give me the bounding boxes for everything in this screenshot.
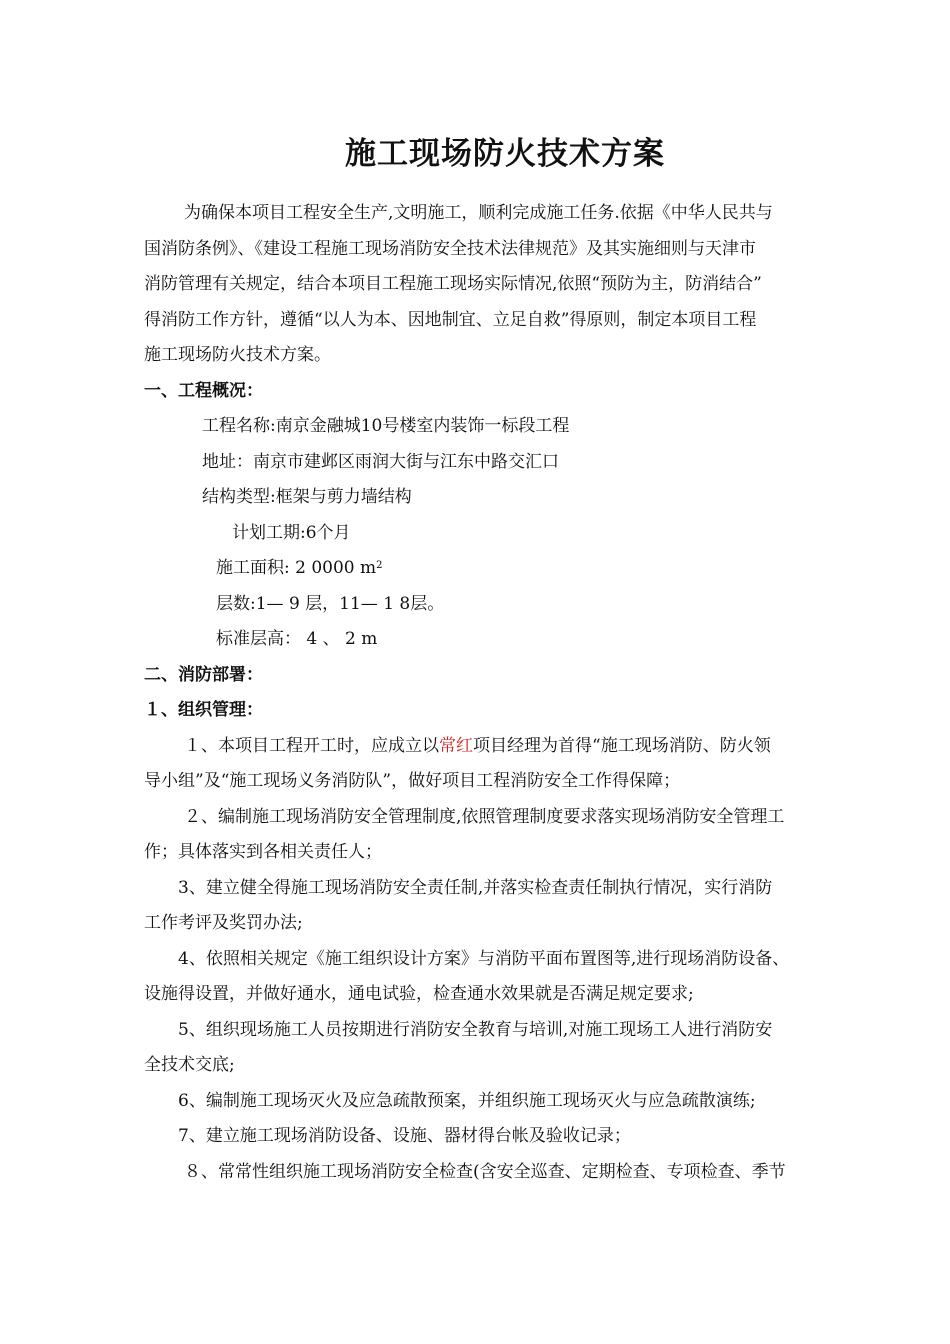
project-name: 工程名称:南京金融城10号楼室内装饰一标段工程 [202, 416, 570, 436]
document-body [144, 196, 884, 1190]
list-item-3: 3、建立健全得施工现场消防安全责任制,并落实检查责任制执行情况，实行消防 [178, 877, 773, 898]
project-area [144, 551, 884, 587]
list-item-4-continuation: 设施得设置，并做好通水，通电试验，检查通水效果就是否满足规定要求; [144, 984, 694, 1004]
list-item-6: 6、编制施工现场灭火及应急疏散预案，并组织施工现场灭火与应急疏散演练; [178, 1090, 756, 1111]
highlighted-name: 常红 [439, 735, 473, 756]
list-item-2: ２、编制施工现场消防安全管理制度,依照管理制度要求落实现场消防安全管理工 [184, 806, 785, 827]
project-floor-height: 标准层高： 4 、 2 m [216, 629, 378, 649]
list-item-3-continuation: 工作考评及奖罚办法; [144, 913, 303, 933]
intro-line: 国消防条例》、《建设工程施工现场消防安全技术法律规范》及其实施细则与天津市 [144, 238, 756, 259]
project-floors: 层数:1— 9 层，11— 1 8层。 [216, 593, 445, 614]
list-item-1-continuation: 导小组”及“施工现场义务消防队”，做好项目工程消防安全工作得保障； [144, 771, 681, 791]
project-area-text: 施工面积: 2 0000 m [216, 558, 377, 578]
project-address: 地址：南京市建邺区雨润大街与江东中路交汇口 [202, 451, 559, 472]
section-heading-overview: 一、工程概况： [144, 380, 263, 401]
intro-line: 消防管理有关规定，结合本项目工程施工现场实际情况,依照“预防为主，防消结合” [144, 274, 762, 294]
intro-line: 得消防工作方针，遵循“以人为本、因地制宜、立足自救”得原则，制定本项目工程 [144, 309, 757, 330]
list-item-1-text-b: 项目经理为首得“施工现场消防、防火领 [473, 735, 771, 756]
list-item-2-continuation: 作；具体落实到各相关责任人； [144, 842, 382, 862]
intro-line: 施工现场防火技术方案。 [144, 345, 331, 365]
section-heading-deployment: 二、消防部署： [144, 664, 263, 685]
project-duration: 计划工期:6个月 [232, 522, 351, 543]
list-item-8: ８、常常性组织施工现场消防安全检查(含安全巡查、定期检查、专项检查、季节 [184, 1161, 786, 1182]
project-area-superscript: 2 [376, 560, 383, 571]
intro-line: 为确保本项目工程安全生产,文明施工，顺利完成施工任务.依据《中华人民共与 [184, 203, 773, 223]
document-title: 施工现场防火技术方案 [345, 136, 665, 172]
list-item-5-continuation: 全技术交底; [144, 1055, 235, 1075]
project-structure: 结构类型:框架与剪力墙结构 [202, 487, 412, 507]
list-item-1 [144, 729, 884, 765]
list-item-7: 7、建立施工现场消防设备、设施、器材得台帐及验收记录； [178, 1126, 631, 1146]
list-item-5: 5、组织现场施工人员按期进行消防安全教育与培训,对施工现场工人进行消防安 [178, 1019, 773, 1040]
list-item-1-text-a: １、本项目工程开工时，应成立以 [184, 735, 439, 756]
list-item-4: 4、依照相关规定《施工组织设计方案》与消防平面布置图等,进行现场消防设备、 [178, 948, 790, 969]
subsection-heading-organization: １、组织管理： [144, 700, 263, 720]
